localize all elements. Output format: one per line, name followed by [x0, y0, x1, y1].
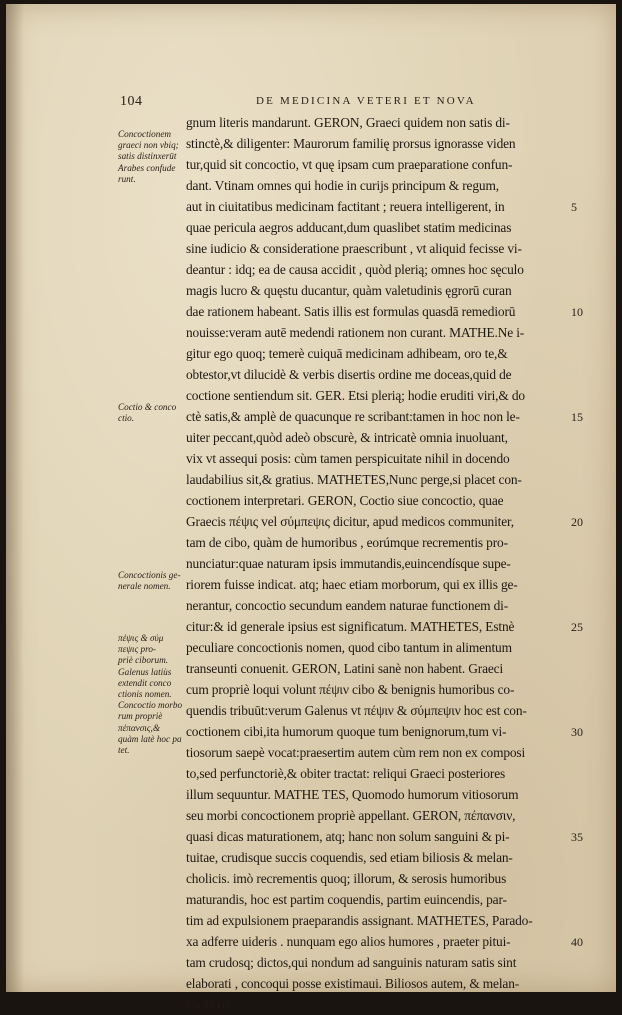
text-line: aut in ciuitatibus medicinam factitant ; reuera intelligerent, in — [186, 199, 505, 214]
text-line: peculiare concoctionis nomen, quod cibo tantum in alimentum — [186, 640, 512, 655]
marginal-note-line: Concoctionem — [118, 129, 172, 139]
line-number: 35 — [571, 830, 583, 844]
text-line: cholicos — [186, 997, 230, 1012]
marginal-note-line: Arabes confude — [118, 162, 176, 173]
line-number: 40 — [571, 935, 583, 949]
marginal-note-line: nerale nomen. — [118, 581, 171, 592]
text-line: tam crudosq; dictos,qui nondum ad sanguinis naturam satis sint — [186, 955, 517, 970]
text-line: ctè satis,& amplè de quacunque re scribant:tamen in hoc non le- — [186, 409, 520, 424]
text-line: tur,quid sit concoctio, vt quę ipsam cum praeparatione confun- — [186, 157, 513, 172]
marginal-note-line: runt. — [118, 173, 136, 184]
line-number: 10 — [571, 305, 583, 319]
text-line: tam de cibo, quàm de humoribus , eorúmque recrementis pro- — [186, 535, 508, 550]
marginal-note-line: ctionis nomen. — [118, 689, 172, 700]
marginal-note-line: quàm latè hoc pa — [118, 733, 182, 744]
text-line: deantur : idq; ea de causa accidit , quòd plerią; omnes hoc sęculo — [186, 262, 524, 277]
marginal-note-line: graeci non vbiq; — [118, 140, 179, 151]
text-line: illum sequuntur. MATHE TES, Quomodo humorum vitiosorum — [186, 787, 519, 802]
text-line: transeunti conuenit. GERON, Latini sanè non habent. Graeci — [186, 661, 504, 676]
text-line: quendis tribuūt:verum Galenus vt πέψιν & σύμπεψιν hoc est con- — [186, 703, 527, 718]
text-line: gitur ego quoq; temerè cuiquā medicinam adhibeam, oro te,& — [186, 346, 508, 361]
text-line: stinctè,& diligenter: Maurorum familię prorsus ignorasse viden — [186, 136, 516, 151]
text-line: gnum literis mandarunt. GERON, Graeci quidem non satis di- — [186, 115, 510, 130]
text-line: magis lucro & quęstu ducantur, quàm valetudinis ęgrorū curan — [186, 283, 512, 298]
marginal-note-line: ctio. — [118, 413, 135, 424]
text-line: nunciatur:quae naturam ipsis immutandis,euincendísque supe- — [186, 556, 511, 571]
text-line: sine iudicio & consideratione praescribunt , vt aliquid fecisse vi- — [186, 241, 522, 256]
text-line: laudabilius sit,& gratius. MATHETES,Nunc perge,si placet con- — [186, 472, 522, 487]
line-number: 15 — [571, 410, 583, 424]
marginal-note-line: priè ciborum. — [118, 655, 169, 666]
marginal-note-line: πέπανσις,& — [118, 722, 160, 733]
running-title: DE MEDICINA VETERI ET NOVA — [256, 95, 476, 107]
line-number: 20 — [571, 515, 583, 529]
marginal-note-line: satis distinxerūt — [118, 151, 177, 162]
text-line: dae rationem habeant. Satis illis est formulas quasdā remediorū — [186, 304, 516, 319]
marginal-note — [118, 633, 186, 756]
marginal-note-line: Galenus latiùs — [118, 666, 172, 677]
line-number: 5 — [571, 200, 577, 214]
marginal-note-line: rum propriè — [118, 711, 163, 722]
text-line: cholicis. imò recrementis quoq; illorum, & serosis humoribus — [186, 871, 507, 886]
text-line: elaborati , concoqui posse existimaui. Biliosos autem, & melan- — [186, 976, 520, 991]
line-number-column — [6, 4, 616, 992]
text-line: quasi dicas maturationem, atq; hanc non solum sanguini & pi- — [186, 829, 510, 844]
text-line: obtestor,vt dilucidè & verbis disertis ordine me doceas,quid de — [186, 367, 512, 382]
text-line: quae pericula aegros adducant,dum quaslibet statim medicinas — [186, 220, 512, 235]
line-number: 25 — [571, 620, 583, 634]
text-line: dant. Vtinam omnes qui hodie in curijs principum & regum, — [186, 178, 499, 193]
text-line: coctionem interpretari. GERON, Coctio siue concoctio, quae — [186, 493, 504, 508]
text-line: citur:& id generale ipsius est significatum. MATHETES, Estnè — [186, 619, 515, 634]
page-number: 104 — [120, 94, 143, 109]
text-line: tiosorum saepè vocat:praesertim autem cùm rem non ex composi — [186, 745, 526, 760]
marginal-note-line: πεψις pro- — [118, 644, 156, 655]
marginal-note-line: extendit conco — [118, 677, 172, 688]
text-line: nouisse:veram autē medendi rationem non curant. MATHE.Ne i- — [186, 325, 525, 340]
marginal-note-line: Coctio & conco — [118, 402, 177, 412]
text-line: nerantur, concoctio secundum eandem naturae functionem di- — [186, 598, 509, 613]
marginal-note — [118, 129, 186, 185]
book-page — [6, 4, 616, 1012]
text-line: xa adferre uideris . nunquam ego alios humores , praeter pitui- — [186, 934, 511, 949]
marginal-note-line: Concoctionis ge- — [118, 570, 181, 580]
text-line: Graecis πέψις vel σύμπεψις dicitur, apud medicos communiter, — [186, 514, 514, 529]
text-line: coctione sentiendum sit. GER. Etsi plerią; hodie eruditi viri,& do — [186, 388, 525, 403]
text-line: riorem fuisse indicat. atq; haec etiam morborum, qui ex illis ge- — [186, 577, 518, 592]
text-line: cum propriè loqui volunt πέψιν cibo & benignis humoribus co- — [186, 682, 515, 697]
marginal-note-line: Concoctio morbo — [118, 700, 183, 711]
marginal-note-line: tet. — [118, 745, 130, 756]
marginal-note — [118, 570, 186, 592]
marginal-note — [118, 402, 186, 424]
text-line: uiter peccant,quòd adeò obscurè, & intricatè omnia inuoluant, — [186, 430, 508, 445]
text-line: seu morbi concoctionem propriè appellant. GERON, πέπανσιν, — [186, 808, 516, 823]
text-line: vix vt assequi posis: cùm tamen perspicuitate nihil in docendo — [186, 451, 510, 466]
text-line: tim ad expulsionem praeparandis assignant. MATHETES, Parado- — [186, 913, 533, 928]
text-line: tuitae, crudisque succis coquendis, sed etiam biliosis & melan- — [186, 850, 513, 865]
text-line: coctionem cibi,ita humorum quoque tum benignorum,tum vi- — [186, 724, 507, 739]
text-line: maturandis, hoc est partim coquendis, partim euincendis, par- — [186, 892, 507, 907]
marginal-note-line: πέψις & σύμ — [118, 633, 164, 643]
line-number: 30 — [571, 725, 583, 739]
text-line: to,sed perfunctoriè,& obiter tractat: reliqui Graeci posteriores — [186, 766, 506, 781]
